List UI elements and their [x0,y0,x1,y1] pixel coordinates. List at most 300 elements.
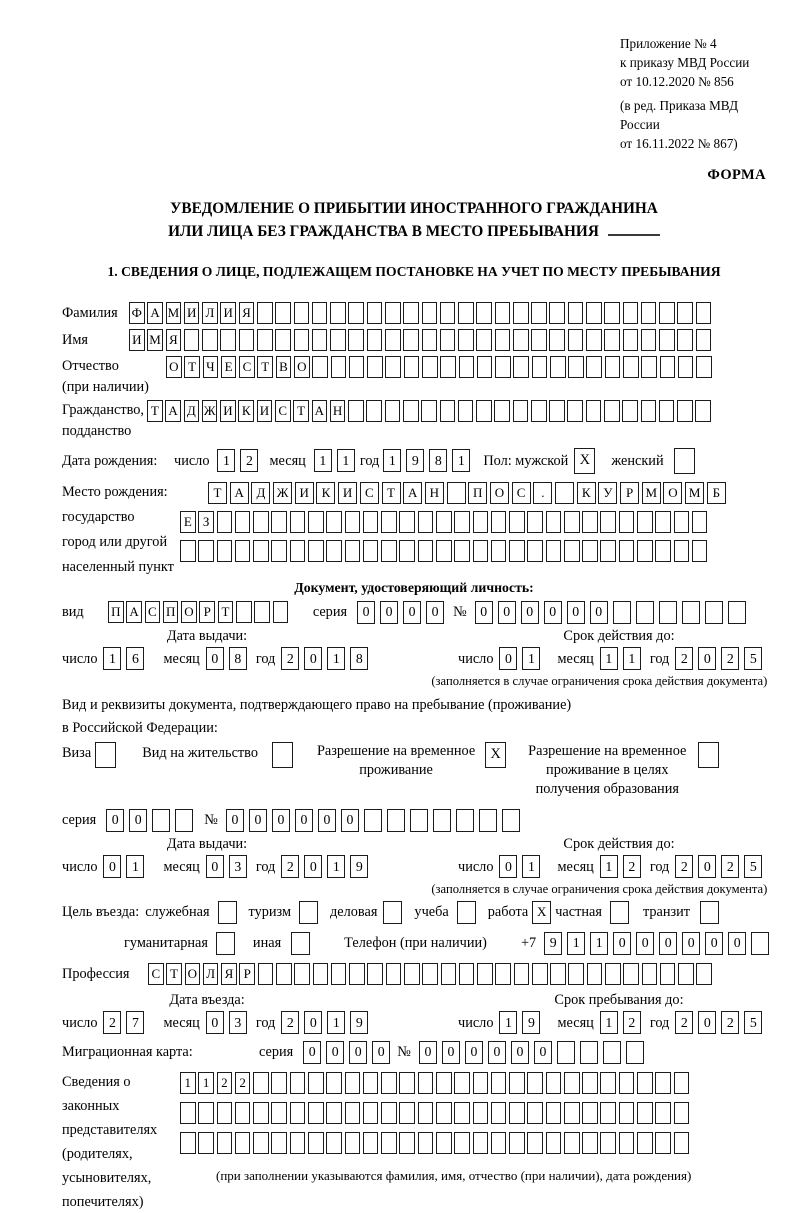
form-cell: 2 [623,855,641,878]
form-cell: 0 [682,932,700,955]
patronymic-label: Отчество [62,357,119,374]
right-doc-label-1: Вид и реквизиты документа, подтверждающего право на пребывание (проживание) [62,696,572,713]
form-cell [479,809,497,832]
form-cell [473,511,489,533]
form-cell [568,963,584,985]
doc-series-label: серия [312,604,348,621]
form-cell [619,1102,635,1124]
form-cell: Я [166,329,182,351]
form-cell [564,1102,580,1124]
birth-place-cells-row3 [180,540,729,562]
form-cell [381,1102,397,1124]
surname-label: Фамилия [62,304,118,321]
form-cell [531,302,547,324]
permit-issue-month-cells [206,855,252,878]
form-cell [422,963,438,985]
form-cell: 5 [744,1011,762,1034]
form-cell [217,511,233,533]
surname-row [62,302,766,324]
doc-validity-note: (заполняется в случае ограничения срока действия документа) [431,673,768,688]
purpose-row-2 [62,932,766,955]
sex-female-checkbox [674,448,695,474]
form-cell [308,1102,324,1124]
form-cell [399,1072,415,1094]
form-cell: 2 [281,647,299,670]
form-cell [399,1132,415,1154]
form-cell: В [276,356,292,378]
migration-card-row [62,1041,766,1064]
patronymic-row [62,356,766,398]
form-cell [235,1132,251,1154]
form-cell [495,963,511,985]
form-cell [180,1132,196,1154]
permit-valid-year-label: год [649,858,670,875]
form-cell [567,400,583,422]
form-cell [381,1132,397,1154]
form-cell: 0 [498,601,516,624]
form-cell [198,1132,214,1154]
form-cell [290,1072,306,1094]
sex-male-label: Пол: мужской [483,452,569,469]
form-cell: А [312,400,328,422]
form-cell [271,511,287,533]
form-cell [381,511,397,533]
section1-heading: 1. СВЕДЕНИЯ О ЛИЦЕ, ПОДЛЕЖАЩЕМ ПОСТАНОВКЕ НА УЧЕТ ПО МЕСТУ ПРЕБЫВАНИЯ [107,263,721,279]
form-cell [436,1072,452,1094]
form-cell [600,1132,616,1154]
legal-label-6: попечителях) [62,1193,144,1210]
profession-label: Профессия [62,965,130,982]
form-cell: 2 [675,855,693,878]
doc-number-cells [475,601,751,624]
form-cell: Т [382,482,401,504]
permit-issue-year-label: год [255,858,276,875]
form-cell [555,482,574,504]
permit-issue-day-label: число [62,858,98,875]
form-cell: И [257,400,273,422]
form-cell [294,302,310,324]
purpose-official-label: служебная [145,904,210,921]
form-cell: 1 [499,1011,517,1034]
form-cell: 3 [229,1011,247,1034]
form-cell: 0 [698,855,716,878]
doc-issue-month-label: месяц [163,650,200,667]
form-cell: 1 [383,449,401,472]
doc-issue-year-cells [281,647,373,670]
form-cell [546,540,562,562]
visa-label: Виза [62,744,92,761]
permit-series-cells [106,809,198,832]
purpose-study-label: учеба [414,904,449,921]
form-cell: 0 [341,809,359,832]
form-cell: 1 [198,1072,214,1094]
form-cell [527,1102,543,1124]
purpose-row [62,901,766,924]
form-cell [180,540,196,562]
annex-reference [620,34,766,153]
form-cell: 2 [235,1072,251,1094]
form-cell [514,963,530,985]
form-cell: П [468,482,487,504]
birth-place-cells-block [180,482,729,562]
form-cell [217,1132,233,1154]
form-cell: 0 [636,932,654,955]
form-cell [326,1102,342,1124]
form-cell [604,302,620,324]
permit-valid-heading: Срок действия до: [563,835,675,852]
form-cell [410,809,428,832]
form-cell [677,400,693,422]
form-cell [459,963,475,985]
form-cell: А [126,601,142,623]
form-cell: Н [330,400,346,422]
form-cell: 0 [728,932,746,955]
form-cell: С [148,963,164,985]
doc-issue-column [62,627,414,671]
form-cell [582,1072,598,1094]
form-cell: 2 [281,1011,299,1034]
form-cell [619,1072,635,1094]
legal-label-5: усыновителях, [62,1169,152,1186]
form-cell [692,540,708,562]
form-cell [603,1041,621,1064]
doc-issue-month-cells [206,647,252,670]
form-cell: Р [620,482,639,504]
stay-until-column [414,991,767,1035]
form-cell: 0 [488,1041,506,1064]
form-cell [637,511,653,533]
form-cell [549,329,565,351]
form-cell [568,302,584,324]
form-cell [348,329,364,351]
form-cell [418,1102,434,1124]
form-cell [674,1132,690,1154]
form-cell [674,1102,690,1124]
form-cell [641,400,657,422]
form-cell [271,1072,287,1094]
form-cell: И [184,302,200,324]
form-cell: 2 [675,647,693,670]
form-cell [345,1132,361,1154]
form-cell [454,1102,470,1124]
form-cell [586,329,602,351]
form-cell [728,601,746,624]
form-cell [477,963,493,985]
form-cell [604,329,620,351]
phone-label: Телефон (при наличии) [344,935,487,952]
doc-issue-line [62,647,414,671]
legal-label-2: законных [62,1097,120,1114]
legal-label-1: Сведения о [62,1073,131,1090]
form-cell [678,963,694,985]
form-cell: С [145,601,161,623]
form-cell [568,356,584,378]
permit-valid-month-label: месяц [557,858,594,875]
form-cell [600,1072,616,1094]
form-cell [385,329,401,351]
doc-issue-year-label: год [255,650,276,667]
form-cell: Н [425,482,444,504]
form-cell [331,963,347,985]
form-cell: Т [218,601,234,623]
form-cell: 0 [304,1011,322,1034]
purpose-other-checkbox [291,932,310,955]
legal-representatives-label-block [62,1072,180,1213]
form-cell [239,329,255,351]
form-cell [404,963,420,985]
doc-series-cells [357,601,449,624]
form-cell [387,809,405,832]
form-cell [290,511,306,533]
form-cell [363,1072,379,1094]
legal-note: (при заполнении указываются фамилия, имя, отчество (при наличии), дата рождения) [216,1167,692,1183]
form-cell [198,540,214,562]
form-cell [641,329,657,351]
name-row [62,329,766,351]
form-cell [550,963,566,985]
form-cell [447,482,466,504]
form-cell: 0 [521,601,539,624]
form-cell [477,356,493,378]
form-cell: 0 [442,1041,460,1064]
purpose-business-label: деловая [330,904,378,921]
temp-residence-label [317,742,475,780]
form-cell [386,963,402,985]
form-cell [659,329,675,351]
form-cell [385,400,401,422]
form-cell [674,540,690,562]
form-cell [275,329,291,351]
form-cell: А [147,302,163,324]
stay-year-cells [675,1011,767,1034]
form-cell [476,400,492,422]
form-cell [253,1072,269,1094]
forma-label: ФОРМА [707,167,766,183]
permit-issue-column [62,835,414,879]
form-cell: О [166,356,182,378]
birth-year-label: год [359,452,380,469]
form-cell: 0 [318,809,336,832]
form-cell [557,1041,575,1064]
form-cell: Т [147,400,163,422]
purpose-humanitarian-checkbox [216,932,235,955]
migration-series-label: серия [259,1044,294,1061]
form-cell [655,511,671,533]
form-cell [513,302,529,324]
form-cell: Б [707,482,726,504]
form-cell [586,302,602,324]
form-cell: А [165,400,181,422]
form-cell [527,540,543,562]
form-cell [441,963,457,985]
birth-place-city-label-1: город или другой [62,533,168,550]
form-cell: С [275,400,291,422]
entry-month-label: месяц [163,1014,200,1031]
form-cell [509,1102,525,1124]
form-cell [326,1072,342,1094]
patronymic-cells [166,356,714,378]
form-cell [363,540,379,562]
form-cell: 0 [590,601,608,624]
form-cell: С [239,356,255,378]
permit-issue-year-cells [281,855,373,878]
doc-valid-day-cells [499,647,545,670]
form-cell: 1 [126,855,144,878]
purpose-private-label: частная [555,904,602,921]
doc-valid-month-label: месяц [557,650,594,667]
form-cell: 0 [206,647,224,670]
form-cell: Т [184,356,200,378]
form-cell [330,302,346,324]
residence-permit-label: Вид на жительство [142,744,258,761]
form-cell [349,963,365,985]
entry-date-heading: Дата въезда: [169,991,245,1008]
form-cell: 1 [600,647,618,670]
form-cell [491,511,507,533]
form-cell [655,540,671,562]
form-cell: 0 [103,855,121,878]
form-cell: И [129,329,145,351]
form-cell: 0 [304,855,322,878]
form-cell: 1 [103,647,121,670]
entry-date-column [62,991,414,1035]
legal-representatives-block [62,1072,766,1213]
form-cell: О [490,482,509,504]
form-cell [582,1102,598,1124]
form-cell [294,963,310,985]
right-doc-label-2: в Российской Федерации: [62,719,218,736]
form-cell: Ж [202,400,218,422]
permit-valid-month-cells [600,855,646,878]
form-cell [418,511,434,533]
form-cell: 1 [623,647,641,670]
form-cell [440,400,456,422]
form-cell: 9 [350,855,368,878]
birth-date-label: Дата рождения: [62,452,158,469]
purpose-humanitarian-label: гуманитарная [124,935,208,952]
form-cell: А [403,482,422,504]
form-cell [600,1102,616,1124]
form-cell: 0 [698,1011,716,1034]
entry-date-line [62,1011,414,1035]
permit-valid-line [458,855,767,879]
form-cell [622,400,638,422]
form-cell [217,540,233,562]
form-title-line1: УВЕДОМЛЕНИЕ О ПРИБЫТИИ ИНОСТРАННОГО ГРАЖДАНИНА [170,200,658,217]
birth-place-block [62,482,766,578]
temp-residence-label-line1: Разрешение на временное [316,742,476,759]
form-cell: И [338,482,357,504]
form-cell [476,329,492,351]
form-cell: 0 [226,809,244,832]
form-cell [531,400,547,422]
form-cell [345,540,361,562]
birth-place-label: Место рождения: [62,483,168,500]
form-cell: 0 [511,1041,529,1064]
form-cell [399,1102,415,1124]
form-cell [623,356,639,378]
doc-valid-line [458,647,767,671]
form-cell [564,1072,580,1094]
stay-day-cells [499,1011,545,1034]
doc-issue-day-cells [103,647,149,670]
form-cell: О [181,601,197,623]
form-cell [678,356,694,378]
form-cell: Е [180,511,196,533]
form-cell [366,400,382,422]
form-cell: О [185,963,201,985]
citizenship-row [62,400,766,442]
birth-place-label-block [62,482,180,578]
form-cell [549,302,565,324]
form-cell [600,511,616,533]
annex-line-3: от 10.12.2020 № 856 [620,74,734,89]
form-cell: 0 [372,1041,390,1064]
birth-day-cells [217,449,263,472]
form-cell [641,302,657,324]
form-cell [580,1041,598,1064]
form-cell: 1 [314,449,332,472]
temp-residence-edu-label-line3: получения образования [535,780,679,797]
form-cell [258,963,274,985]
permit-issue-month-label: месяц [163,858,200,875]
form-cell [308,1132,324,1154]
form-cell: 0 [272,809,290,832]
form-cell [473,540,489,562]
form-cell [459,356,475,378]
form-cell [198,1102,214,1124]
identity-doc-heading: Документ, удостоверяющий личность: [294,579,534,595]
form-cell [549,400,565,422]
form-cell [385,356,401,378]
form-cell: 2 [721,855,739,878]
profession-row [62,963,766,985]
temp-residence-edu-checkbox [698,742,719,768]
form-cell [253,511,269,533]
form-cell [513,400,529,422]
purpose-study-checkbox [457,901,476,924]
form-cell [308,540,324,562]
purpose-private-checkbox [610,901,629,924]
form-cell [326,540,342,562]
permit-validity-note: (заполняется в случае ограничения срока действия документа) [431,881,768,896]
form-cell: 0 [499,855,517,878]
form-cell [677,329,693,351]
form-cell [440,302,456,324]
form-cell [404,356,420,378]
form-cell: 0 [357,601,375,624]
form-cell [348,302,364,324]
doc-number-label: № [453,604,467,621]
form-cell: 7 [126,1011,144,1034]
form-cell: 0 [326,1041,344,1064]
form-cell: 2 [721,1011,739,1034]
form-cell: 0 [304,647,322,670]
form-cell [564,511,580,533]
form-cell [605,963,621,985]
form-cell: . [533,482,552,504]
form-cell [495,356,511,378]
form-cell [531,329,547,351]
form-cell [473,1132,489,1154]
form-title-line2 [62,221,766,244]
form-cell [418,1072,434,1094]
form-cell [564,1132,580,1154]
doc-valid-year-cells [675,647,767,670]
form-cell: 0 [659,932,677,955]
form-cell [345,1102,361,1124]
profession-cells [148,963,715,985]
